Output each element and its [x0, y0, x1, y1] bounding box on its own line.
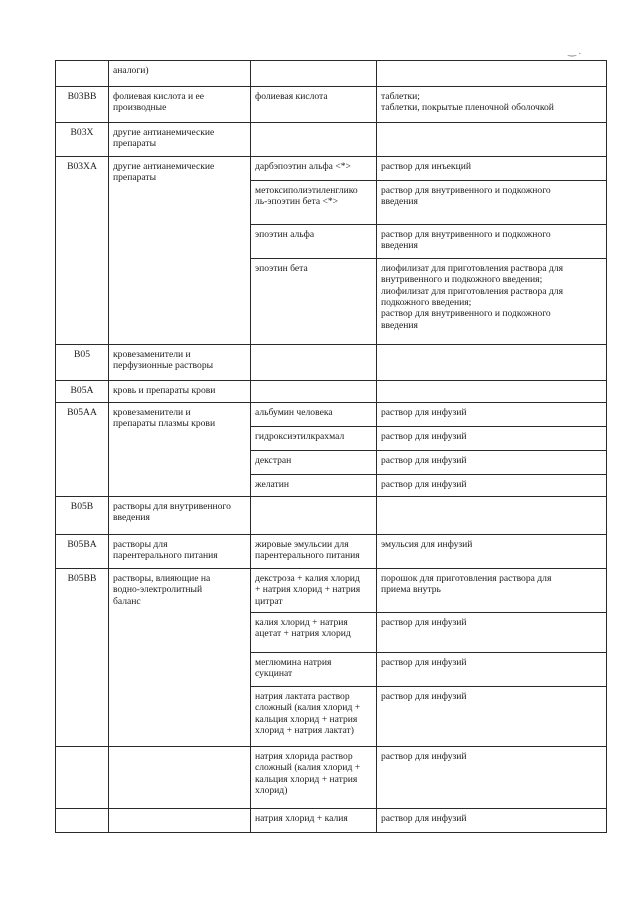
- drug-name-cell: калия хлорид + натрия ацетат + натрия хлорид: [251, 613, 377, 653]
- dosage-form-cell: раствор для инфузий: [377, 475, 607, 497]
- atc-code-cell: B05A: [56, 381, 109, 403]
- table-row: [56, 345, 607, 381]
- dosage-form-cell: [377, 123, 607, 157]
- drug-name-cell: натрия лактата раствор сложный (калия хлорид + кальция хлорид + натрия хлорид + натрия лактат): [251, 687, 377, 747]
- dosage-form-cell: раствор для инфузий: [377, 687, 607, 747]
- dosage-form-cell: раствор для инфузий: [377, 403, 607, 427]
- group-cell: кровь и препараты крови: [109, 381, 251, 403]
- dosage-form-cell: лиофилизат для приготовления раствора для внутривенного и подкожного введения; лиофилизат для приготовления раствора для подкожного введения; раствор для внутривенного и подкожного введения: [377, 259, 607, 345]
- medicines-table: [55, 60, 607, 833]
- atc-code-cell: B05BA: [56, 535, 109, 569]
- drug-name-cell: жировые эмульсии для парентерального питания: [251, 535, 377, 569]
- table-row: [56, 87, 607, 123]
- dosage-form-cell: раствор для инфузий: [377, 653, 607, 687]
- dosage-form-cell: раствор для инфузий: [377, 613, 607, 653]
- atc-code-cell: [56, 747, 109, 809]
- drug-name-cell: эпоэтин бета: [251, 259, 377, 345]
- drug-name-cell: [251, 497, 377, 535]
- table-row: [56, 535, 607, 569]
- dosage-form-cell: таблетки; таблетки, покрытые пленочной оболочкой: [377, 87, 607, 123]
- dosage-form-cell: эмульсия для инфузий: [377, 535, 607, 569]
- drug-name-cell: [251, 123, 377, 157]
- dosage-form-cell: порошок для приготовления раствора для приема внутрь: [377, 569, 607, 613]
- drug-name-cell: декстран: [251, 451, 377, 475]
- drug-name-cell: натрия хлорид + калия: [251, 809, 377, 833]
- dosage-form-cell: раствор для инъекций: [377, 157, 607, 181]
- group-cell: другие антианемические препараты: [109, 123, 251, 157]
- atc-code-cell: B05AA: [56, 403, 109, 497]
- drug-name-cell: [251, 61, 377, 87]
- drug-name-cell: дарбэпоэтин альфа <*>: [251, 157, 377, 181]
- group-cell: другие антианемические препараты: [109, 157, 251, 345]
- drug-name-cell: фолиевая кислота: [251, 87, 377, 123]
- group-cell: [109, 747, 251, 809]
- group-cell: растворы для внутривенного введения: [109, 497, 251, 535]
- drug-name-cell: эпоэтин альфа: [251, 225, 377, 259]
- table-row: [56, 123, 607, 157]
- table-row: [56, 61, 607, 87]
- atc-code-cell: [56, 809, 109, 833]
- drug-name-cell: [251, 381, 377, 403]
- drug-name-cell: метоксиполиэтиленглико ль-эпоэтин бета <*>: [251, 181, 377, 225]
- atc-code-cell: B03XA: [56, 157, 109, 345]
- atc-code-cell: [56, 61, 109, 87]
- atc-code-cell: B03X: [56, 123, 109, 157]
- table-row: [56, 747, 607, 809]
- atc-code-cell: B05BB: [56, 569, 109, 747]
- scan-mark: ‿ .: [568, 46, 582, 57]
- dosage-form-cell: раствор для внутривенного и подкожного введения: [377, 225, 607, 259]
- atc-code-cell: B05: [56, 345, 109, 381]
- dosage-form-cell: [377, 381, 607, 403]
- group-cell: аналоги): [109, 61, 251, 87]
- dosage-form-cell: раствор для инфузий: [377, 427, 607, 451]
- table-row: [56, 569, 607, 613]
- drug-name-cell: желатин: [251, 475, 377, 497]
- dosage-form-cell: раствор для инфузий: [377, 747, 607, 809]
- dosage-form-cell: раствор для внутривенного и подкожного введения: [377, 181, 607, 225]
- table-row: [56, 403, 607, 427]
- dosage-form-cell: [377, 345, 607, 381]
- dosage-form-cell: раствор для инфузий: [377, 451, 607, 475]
- dosage-form-cell: [377, 61, 607, 87]
- dosage-form-cell: [377, 497, 607, 535]
- atc-code-cell: B05B: [56, 497, 109, 535]
- drug-name-cell: гидроксиэтилкрахмал: [251, 427, 377, 451]
- table-row: [56, 497, 607, 535]
- group-cell: кровезаменители и препараты плазмы крови: [109, 403, 251, 497]
- group-cell: кровезаменители и перфузионные растворы: [109, 345, 251, 381]
- group-cell: фолиевая кислота и ее производные: [109, 87, 251, 123]
- dosage-form-cell: раствор для инфузий: [377, 809, 607, 833]
- drug-name-cell: натрия хлорида раствор сложный (калия хлорид + кальция хлорид + натрия хлорид): [251, 747, 377, 809]
- drug-name-cell: [251, 345, 377, 381]
- atc-code-cell: B03BB: [56, 87, 109, 123]
- drug-name-cell: декстроза + калия хлорид + натрия хлорид + натрия цитрат: [251, 569, 377, 613]
- drug-name-cell: альбумин человека: [251, 403, 377, 427]
- table-row: [56, 381, 607, 403]
- table-row: [56, 809, 607, 833]
- group-cell: растворы для парентерального питания: [109, 535, 251, 569]
- drug-name-cell: меглюмина натрия сукцинат: [251, 653, 377, 687]
- group-cell: растворы, влияющие на водно-электролитный баланс: [109, 569, 251, 747]
- group-cell: [109, 809, 251, 833]
- table-row: [56, 157, 607, 181]
